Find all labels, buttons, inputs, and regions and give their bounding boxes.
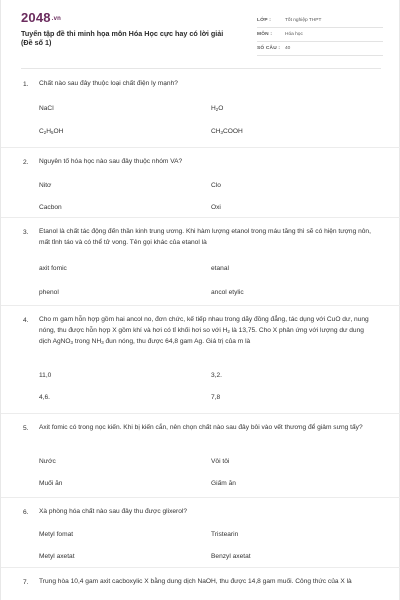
meta-value: Tốt nghiệp THPT — [285, 18, 322, 23]
option-d[interactable]: Benzyl axetat — [211, 553, 251, 560]
question-text: Chất nào sau đây thuộc loại chất điện ly mạnh? — [39, 80, 178, 87]
site-logo[interactable] — [21, 10, 61, 25]
meta-key: SỐ CÂU : — [257, 46, 281, 51]
meta-row-grade — [257, 14, 383, 28]
option-d[interactable]: $CH_3COOH$ — [211, 128, 243, 135]
question-6 — [1, 498, 400, 568]
question-number: 4. — [23, 317, 29, 324]
option-c[interactable]: $C_2H_5OH$ — [39, 128, 64, 135]
meta-row-subject — [257, 28, 383, 42]
question-7 — [1, 568, 400, 600]
option-b[interactable]: 3,2. — [211, 372, 222, 379]
option-a[interactable]: NaCl — [39, 105, 54, 112]
option-b[interactable]: $H_2O$ — [211, 105, 224, 112]
option-d[interactable]: ancol etylic — [211, 289, 244, 296]
question-4 — [1, 306, 400, 414]
logo-suffix: .vn — [51, 15, 62, 22]
meta-key: MÔN : — [257, 32, 273, 37]
option-c[interactable]: Muối ăn — [39, 480, 63, 487]
document-title-line: Tuyển tập đề thi minh họa môn Hóa Học cực hay có lời giải — [21, 29, 224, 38]
option-a[interactable]: Nước — [39, 458, 56, 465]
option-d[interactable]: Oxi — [211, 204, 221, 211]
option-c[interactable]: 4,6. — [39, 394, 50, 401]
question-5 — [1, 414, 400, 498]
option-c[interactable]: Cacbon — [39, 204, 62, 211]
document-title — [21, 29, 231, 48]
question-number: 2. — [23, 159, 29, 166]
question-2 — [1, 148, 400, 218]
question-1 — [1, 72, 400, 148]
question-text: Etanol là chất tác động đến thần kinh trung ương. Khi hàm lượng etanol trong máu tăng thì sẽ có hiện tượng nôn, mất tỉnh táo và có thể tử vong. Tên gọi khác của etanol là — [39, 228, 371, 246]
option-b[interactable]: Clo — [211, 182, 221, 189]
option-c[interactable]: Metyl axetat — [39, 553, 75, 560]
option-d[interactable]: 7,8 — [211, 394, 221, 401]
question-text: Cho m gam hỗn hợp gồm hai ancol no, đơn chức, kế tiếp nhau trong dãy đồng đẳng, tác dụng với CuO dư, nung nóng, thu được hỗn hợp X gồm khí và hơi có tỉ khối hơi so với $H_2$ là 13,75. Cho X phản ứng với lượng dư dung dịch AgNO$_3$ trong $NH_3$ đun nóng, thu được 64,8 gam Ag. Giá trị của m là — [39, 316, 369, 346]
document-meta — [257, 14, 383, 56]
question-number: 6. — [23, 509, 29, 516]
option-a[interactable]: Nitơ — [39, 182, 52, 189]
document-header — [1, 0, 400, 68]
logo-text: 2048 — [21, 10, 51, 25]
document-subtitle: (Đề số 1) — [21, 38, 52, 48]
meta-value: Hóa học — [285, 32, 303, 37]
question-text: Nguyên tố hóa học nào sau đây thuộc nhóm VA? — [39, 158, 183, 165]
question-list — [1, 72, 400, 600]
question-text: Trung hòa 10,4 gam axit cacboxylic X bằng dung dịch NaOH, thu được 14,8 gam muối. Công thức của X là — [39, 578, 352, 585]
question-number: 7. — [23, 579, 29, 586]
option-b[interactable]: Vôi tôi — [211, 458, 230, 465]
meta-key: LỚP : — [257, 18, 272, 23]
meta-value: 40 — [285, 46, 291, 51]
question-3 — [1, 218, 400, 306]
question-number: 5. — [23, 425, 29, 432]
meta-row-count — [257, 42, 383, 56]
option-c[interactable]: phenol — [39, 289, 59, 296]
header-divider — [21, 68, 381, 69]
option-a[interactable]: axit fomic — [39, 265, 67, 272]
question-number: 1. — [23, 81, 29, 88]
option-d[interactable]: Giấm ăn — [211, 480, 236, 487]
option-a[interactable]: 11,0 — [39, 372, 52, 379]
question-text: Axit fomic có trong nọc kiến. Khi bị kiến cắn, nên chọn chất nào sau đây bôi vào vết thương để giảm sưng tấy? — [39, 424, 363, 431]
question-number: 3. — [23, 229, 29, 236]
question-text: Xà phòng hóa chất nào sau đây thu được glixerol? — [39, 508, 188, 515]
option-b[interactable]: Tristearin — [211, 531, 239, 538]
option-b[interactable]: etanal — [211, 265, 229, 272]
option-a[interactable]: Metyl fomat — [39, 531, 74, 538]
